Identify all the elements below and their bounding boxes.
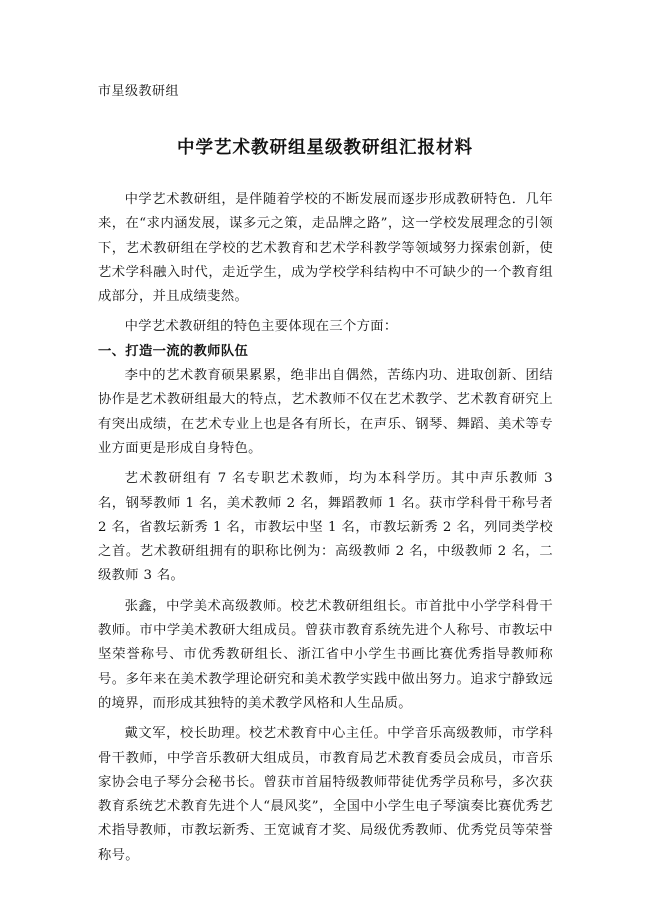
paragraph-zhang-xin: 张鑫，中学美术高级教师。校艺术教研组组长。市首批中小学学科骨干教师。市中学美术教研大组成员。曾获市教育系统先进个人称号、市教坛中坚荣誉称号、市优秀教研组长、浙江省中小学生书画比赛优秀指导教师称号。多年来在美术教学理论研究和美术教学实践中做出努力。追求宁静致远的境界，而形成其独特的美术教学风格和人生品质。	[98, 598, 553, 711]
paragraph-features: 中学艺术教研组的特色主要体现在三个方面：	[124, 319, 398, 335]
section-heading: 一、打造一流的教师队伍	[98, 343, 249, 359]
document-body	[98, 188, 553, 868]
paragraph-staff: 艺术教研组有 7 名专职艺术教师，均为本科学历。其中声乐教师 3 名，钢琴教师 1 名，美术教师 2 名，舞蹈教师 1 名。获市学科骨干称号者 2 名，省教坛新秀 1 名，市教坛中坚 1 名，市教坛新秀 2 名，列同类学校之首。艺术教研组拥有的职称比例为：高级教师 2 名，中级教师 2 名，二级教师 3 名。	[98, 471, 553, 584]
paragraph-intro: 中学艺术教研组，是伴随着学校的不断发展而逐步形成教研特色．几年来，在“求内涵发展，谋多元之策，走品牌之路”，这一学校发展理念的引领下，艺术教研组在学校的艺术教育和艺术学科教学等领域努力探索创新，使艺术学科融入时代，走近学生，成为学校学科结构中不可缺少的一个教育组成部分，并且成绩斐然。	[98, 192, 553, 305]
paragraph-dai-wenjun: 戴文军，校长助理。校艺术教育中心主任。中学音乐高级教师，市学科骨干教师，中学音乐教研大组成员，市教育局艺术教育委员会成员，市音乐家协会电子琴分会秘书长。曾获市首届特级教师带徒优秀学员称号，多次获教育系统艺术教育先进个人“晨风奖”，全国中小学生电子琴演奏比赛优秀艺术指导教师，市教坛新秀、王宽诚育才奖、局级优秀教师、优秀党员等荣誉称号。	[98, 726, 553, 863]
header-label: 市星级教研组	[98, 84, 180, 99]
document-title: 中学艺术教研组星级教研组汇报材料	[177, 138, 473, 158]
paragraph-achievements: 李中的艺术教育硕果累累，绝非出自偶然，苦练内功、进取创新、团结协作是艺术教研组最大的特点，艺术教师不仅在艺术教学、艺术教育研究上有突出成绩，在艺术专业上也是各有所长，在声乐、钢琴、舞蹈、美术等专业方面更是形成自身特色。	[98, 368, 553, 456]
